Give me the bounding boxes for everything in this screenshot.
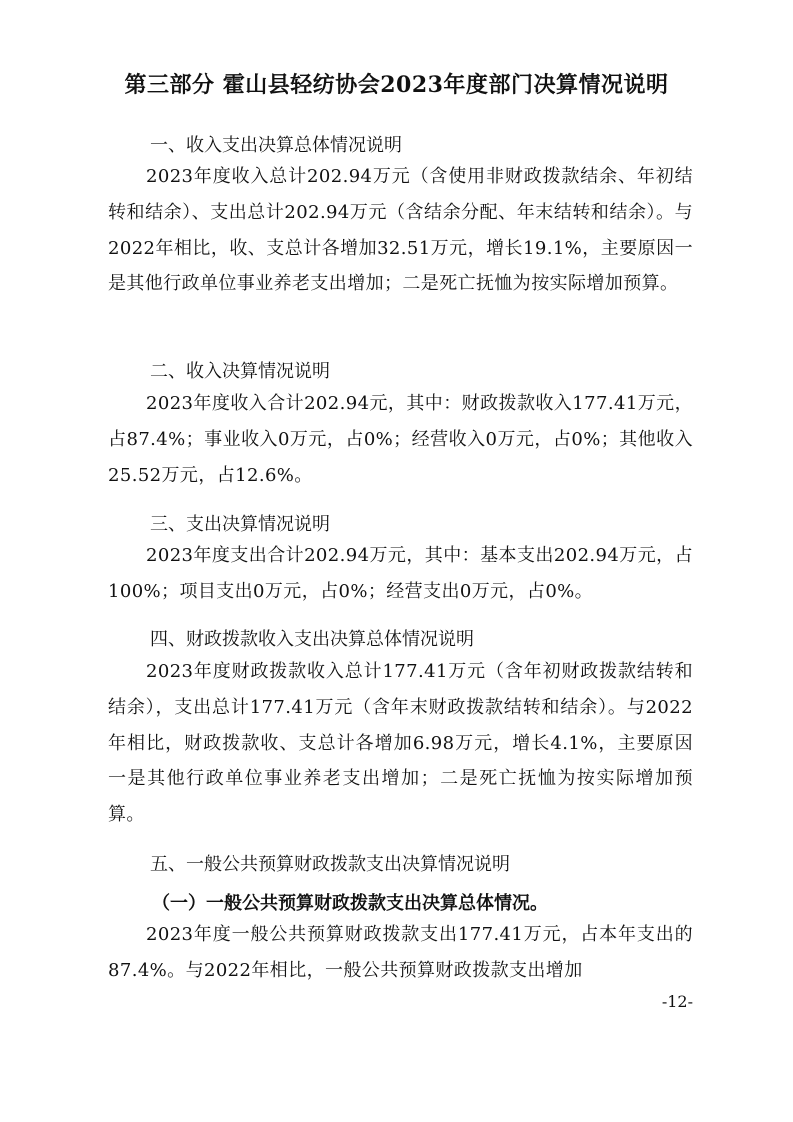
page-title: 第三部分 霍山县轻纺协会2023年度部门决算情况说明 bbox=[124, 72, 669, 98]
page-number: -12- bbox=[661, 992, 693, 1011]
section-subheading-5-1: （一）一般公共预算财政拨款支出决算总体情况。 bbox=[152, 893, 548, 914]
section-heading-5: 五、一般公共预算财政拨款支出决算情况说明 bbox=[150, 854, 510, 875]
section-heading-2: 二、收入决算情况说明 bbox=[150, 361, 330, 382]
section-heading-4: 四、财政拨款收入支出决算总体情况说明 bbox=[150, 629, 474, 650]
section-heading-3: 三、支出决算情况说明 bbox=[150, 514, 330, 535]
section-heading-1: 一、收入支出决算总体情况说明 bbox=[150, 135, 402, 156]
section-paragraph-2: 2023年度收入合计202.94元，其中：财政拨款收入177.41万元，占87.4%；事业收入0万元，占0%；经营收入0万元，占0%；其他收入25.52万元，占12.6%。 bbox=[108, 393, 693, 486]
section-paragraph-1: 2023年度收入总计202.94万元（含使用非财政拨款结余、年初结转和结余）、支出总计202.94万元（含结余分配、年末结转和结余）。与2022年相比，收、支总计各增加32.51万元，增长19.1%，主要原因一是其他行政单位事业养老支出增加；二是死亡抚恤为按实际增加预算。 bbox=[108, 166, 693, 295]
section-paragraph-3: 2023年度支出合计202.94万元，其中：基本支出202.94万元，占100%；项目支出0万元，占0%；经营支出0万元，占0%。 bbox=[108, 545, 693, 602]
section-paragraph-4: 2023年度财政拨款收入总计177.41万元（含年初财政拨款结转和结余），支出总计177.41万元（含年末财政拨款结转和结余）。与2022年相比，财政拨款收、支总计各增加6.98万元，增长4.1%，主要原因一是其他行政单位事业养老支出增加；二是死亡抚恤为按实际增加预算。 bbox=[108, 661, 693, 826]
section-paragraph-5: 2023年度一般公共预算财政拨款支出177.41万元，占本年支出的87.4%。与2022年相比，一般公共预算财政拨款支出增加 bbox=[108, 924, 693, 981]
